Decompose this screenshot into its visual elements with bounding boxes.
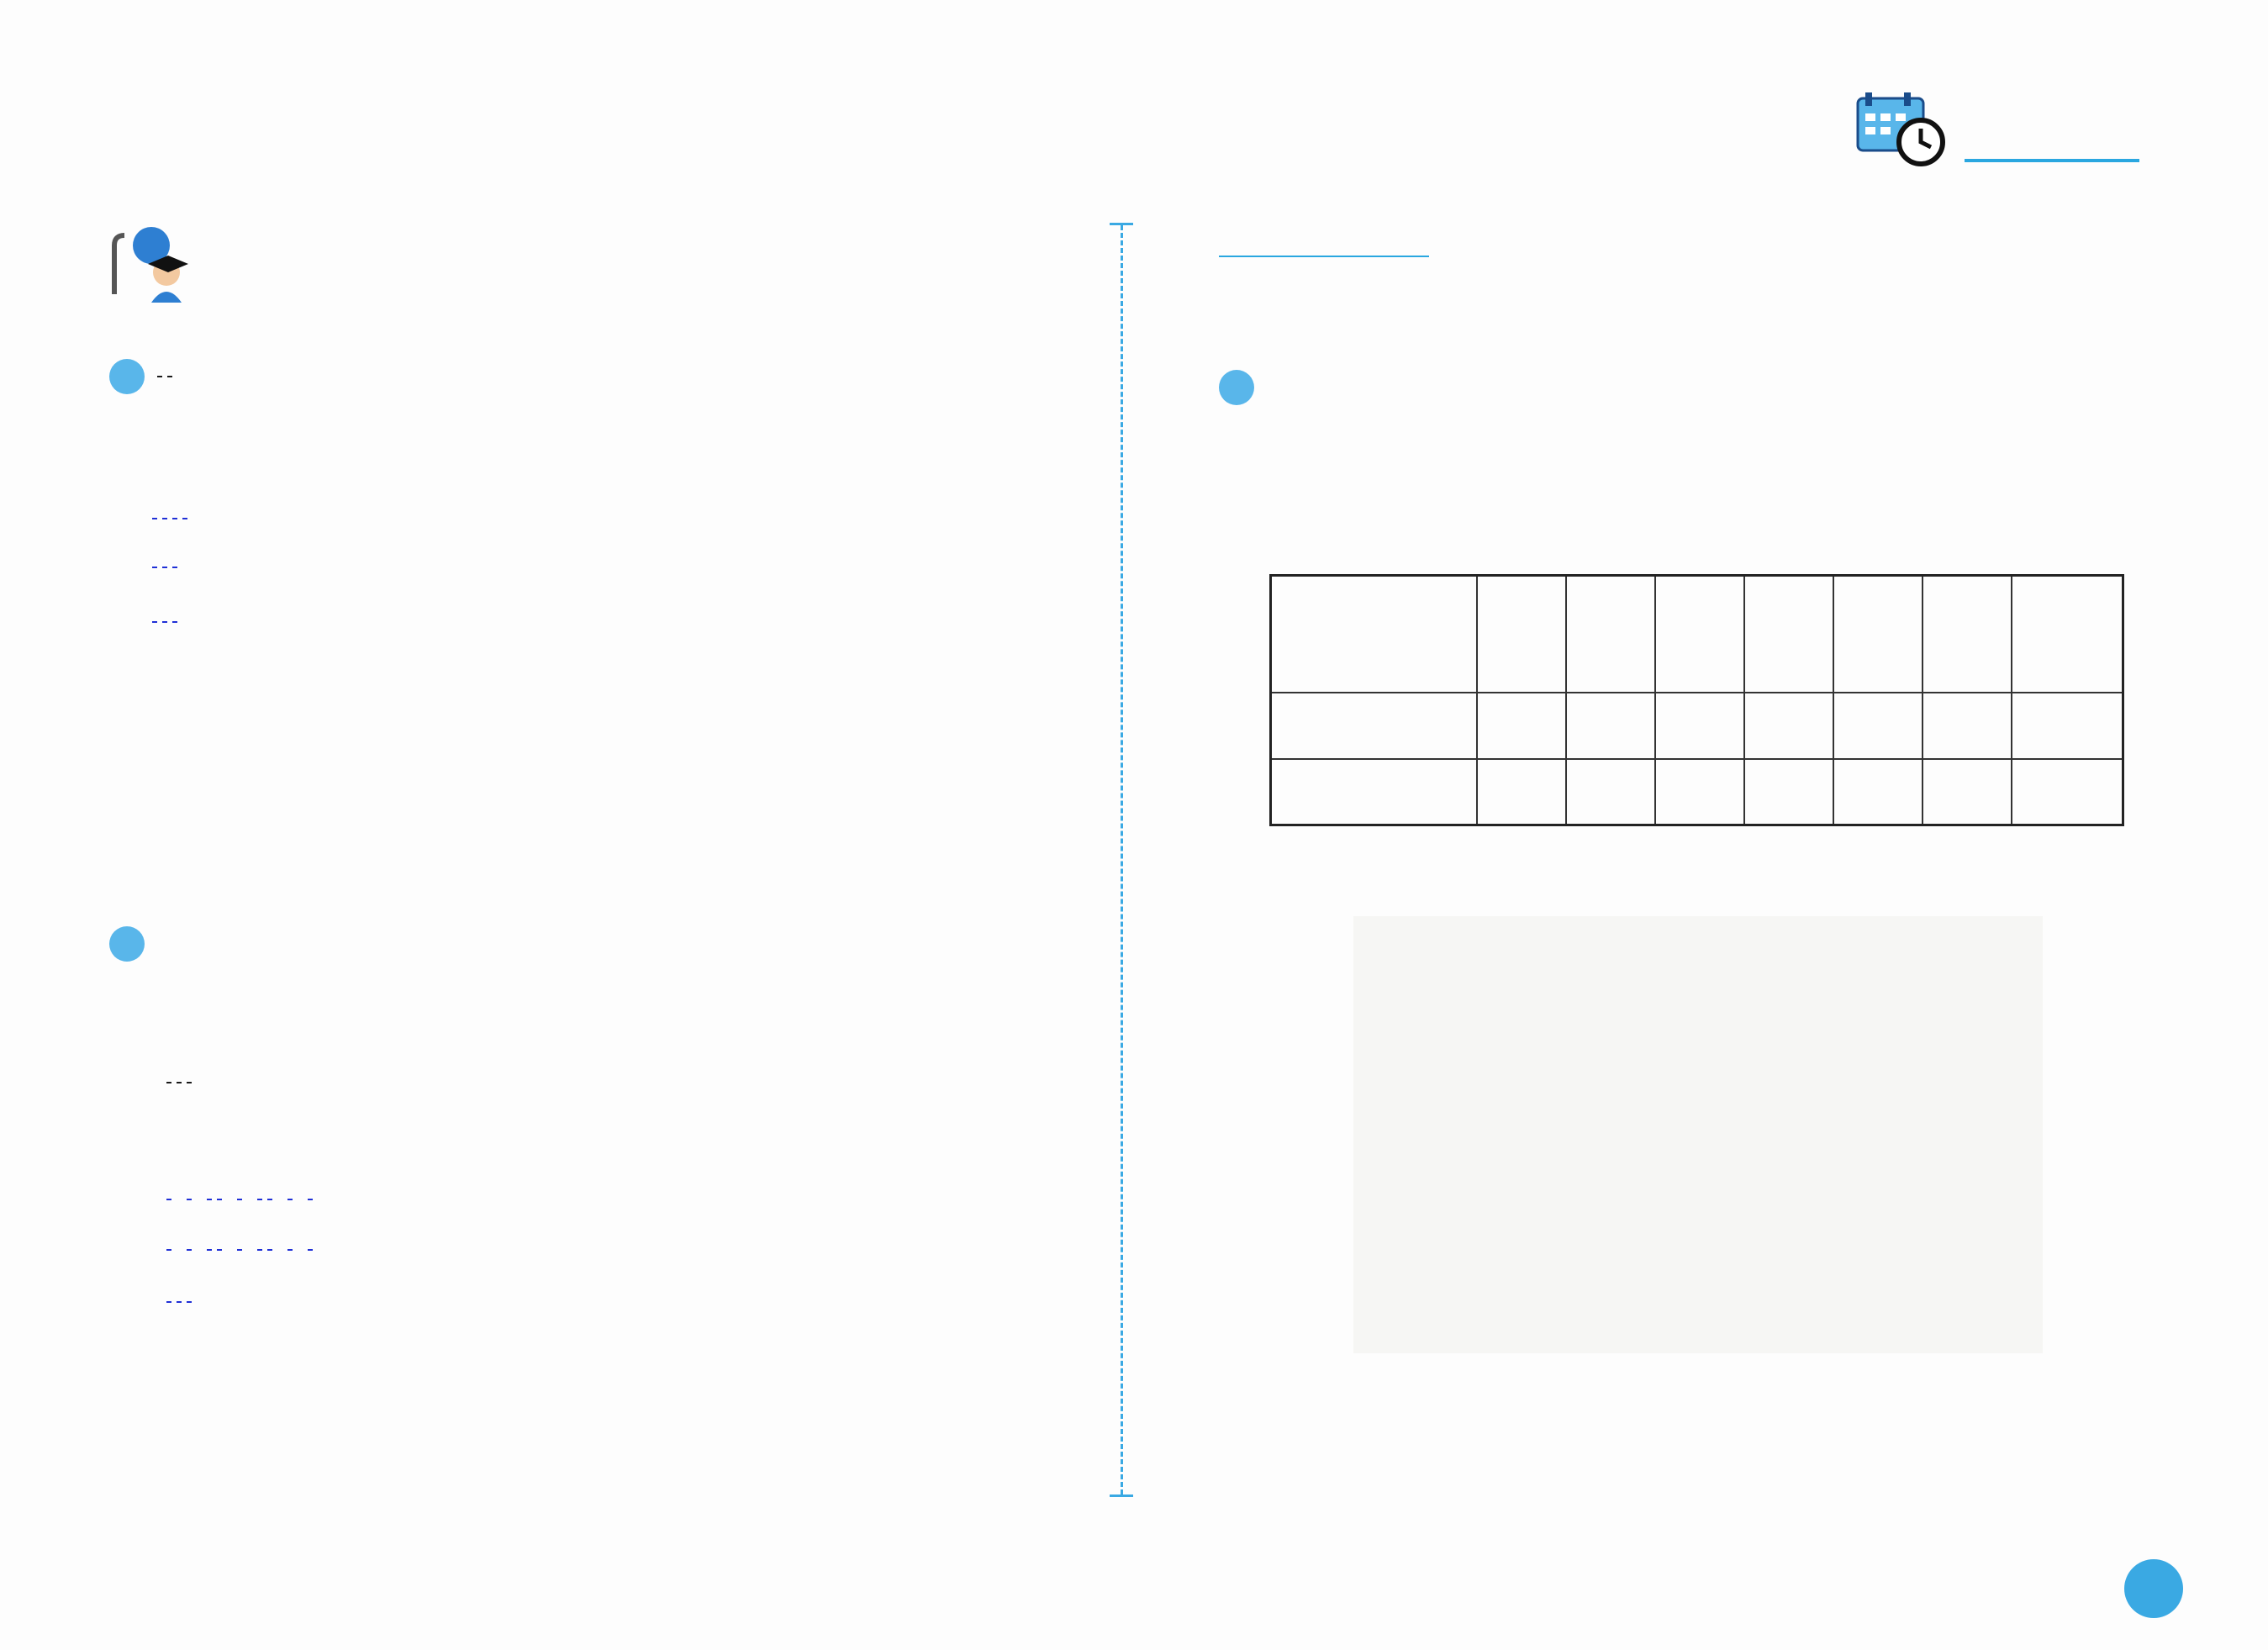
fraction (257, 1249, 262, 1251)
fraction (308, 1199, 313, 1200)
table-cell (1744, 759, 1833, 825)
table-row (1271, 759, 2123, 825)
answer-row (164, 1183, 315, 1234)
table-low-label (1271, 759, 1477, 825)
fraction (166, 1249, 171, 1251)
right-q1-line1 (1219, 360, 1264, 410)
left-q1-answer-3 (150, 604, 180, 637)
fraction (287, 1249, 293, 1251)
fraction (287, 1199, 293, 1200)
left-q1-line1 (109, 349, 175, 399)
temperature-line-chart (1353, 916, 2043, 1353)
section-header (108, 220, 578, 304)
fraction-1-5 (167, 376, 172, 377)
table-date-cell (1566, 576, 1655, 693)
table-cell (1923, 693, 2012, 759)
question-number-badge (109, 359, 145, 394)
table-date-cell (1477, 576, 1566, 693)
fraction (308, 1249, 313, 1251)
question-number-badge (1219, 370, 1254, 405)
chart-background (1353, 916, 2043, 1353)
table-date-cell (1744, 576, 1833, 693)
table-cell (1655, 693, 1744, 759)
table-date-cell (1655, 576, 1744, 693)
calendar-clock-icon (1854, 88, 1946, 168)
fraction (207, 1199, 212, 1200)
table-cell (1833, 693, 1923, 759)
page-number (2124, 1559, 2183, 1618)
table-cell (1477, 759, 1566, 825)
left-q2-line1 (109, 916, 155, 967)
divider-cap-bottom (1110, 1494, 1133, 1497)
table-cell (1923, 759, 2012, 825)
fraction (267, 1199, 272, 1200)
fraction (207, 1249, 212, 1251)
fraction (267, 1249, 272, 1251)
table-date-cell (2012, 576, 2123, 693)
table-high-label (1271, 693, 1477, 759)
table-cell (2012, 693, 2123, 759)
table-cell (2012, 759, 2123, 825)
fraction (257, 1199, 262, 1200)
divider-cap-top (1110, 223, 1133, 225)
left-q1-answer-2 (150, 551, 180, 581)
left-q1-answer-1 (150, 503, 190, 532)
header-underline (1965, 159, 2139, 162)
table-cell (1477, 693, 1566, 759)
answer-row (164, 1234, 315, 1284)
center-divider (1121, 225, 1123, 1494)
temperature-table (1269, 574, 2124, 826)
table-header-date (1271, 576, 1477, 693)
table-row (1271, 576, 2123, 693)
left-q2-answers (164, 1183, 315, 1284)
graduate-icon (108, 220, 192, 304)
fraction (217, 1249, 222, 1251)
table-cell (1833, 759, 1923, 825)
left-q2-answer-last (164, 1286, 194, 1315)
table-cell (1744, 693, 1833, 759)
fraction (217, 1199, 222, 1200)
date-line (1219, 219, 1429, 257)
header-logo (1854, 88, 2139, 168)
table-cell (1655, 759, 1744, 825)
question-number-badge (109, 926, 145, 962)
table-date-cell (1833, 576, 1923, 693)
fraction (187, 1249, 192, 1251)
table-row (1271, 693, 2123, 759)
table-date-cell (1923, 576, 2012, 693)
left-q2-equation (164, 1061, 194, 1099)
fraction-1-6 (157, 376, 162, 377)
fraction (166, 1199, 171, 1200)
fraction (187, 1199, 192, 1200)
table-cell (1566, 693, 1655, 759)
fraction (237, 1199, 242, 1200)
fraction (237, 1249, 242, 1251)
table-cell (1566, 759, 1655, 825)
